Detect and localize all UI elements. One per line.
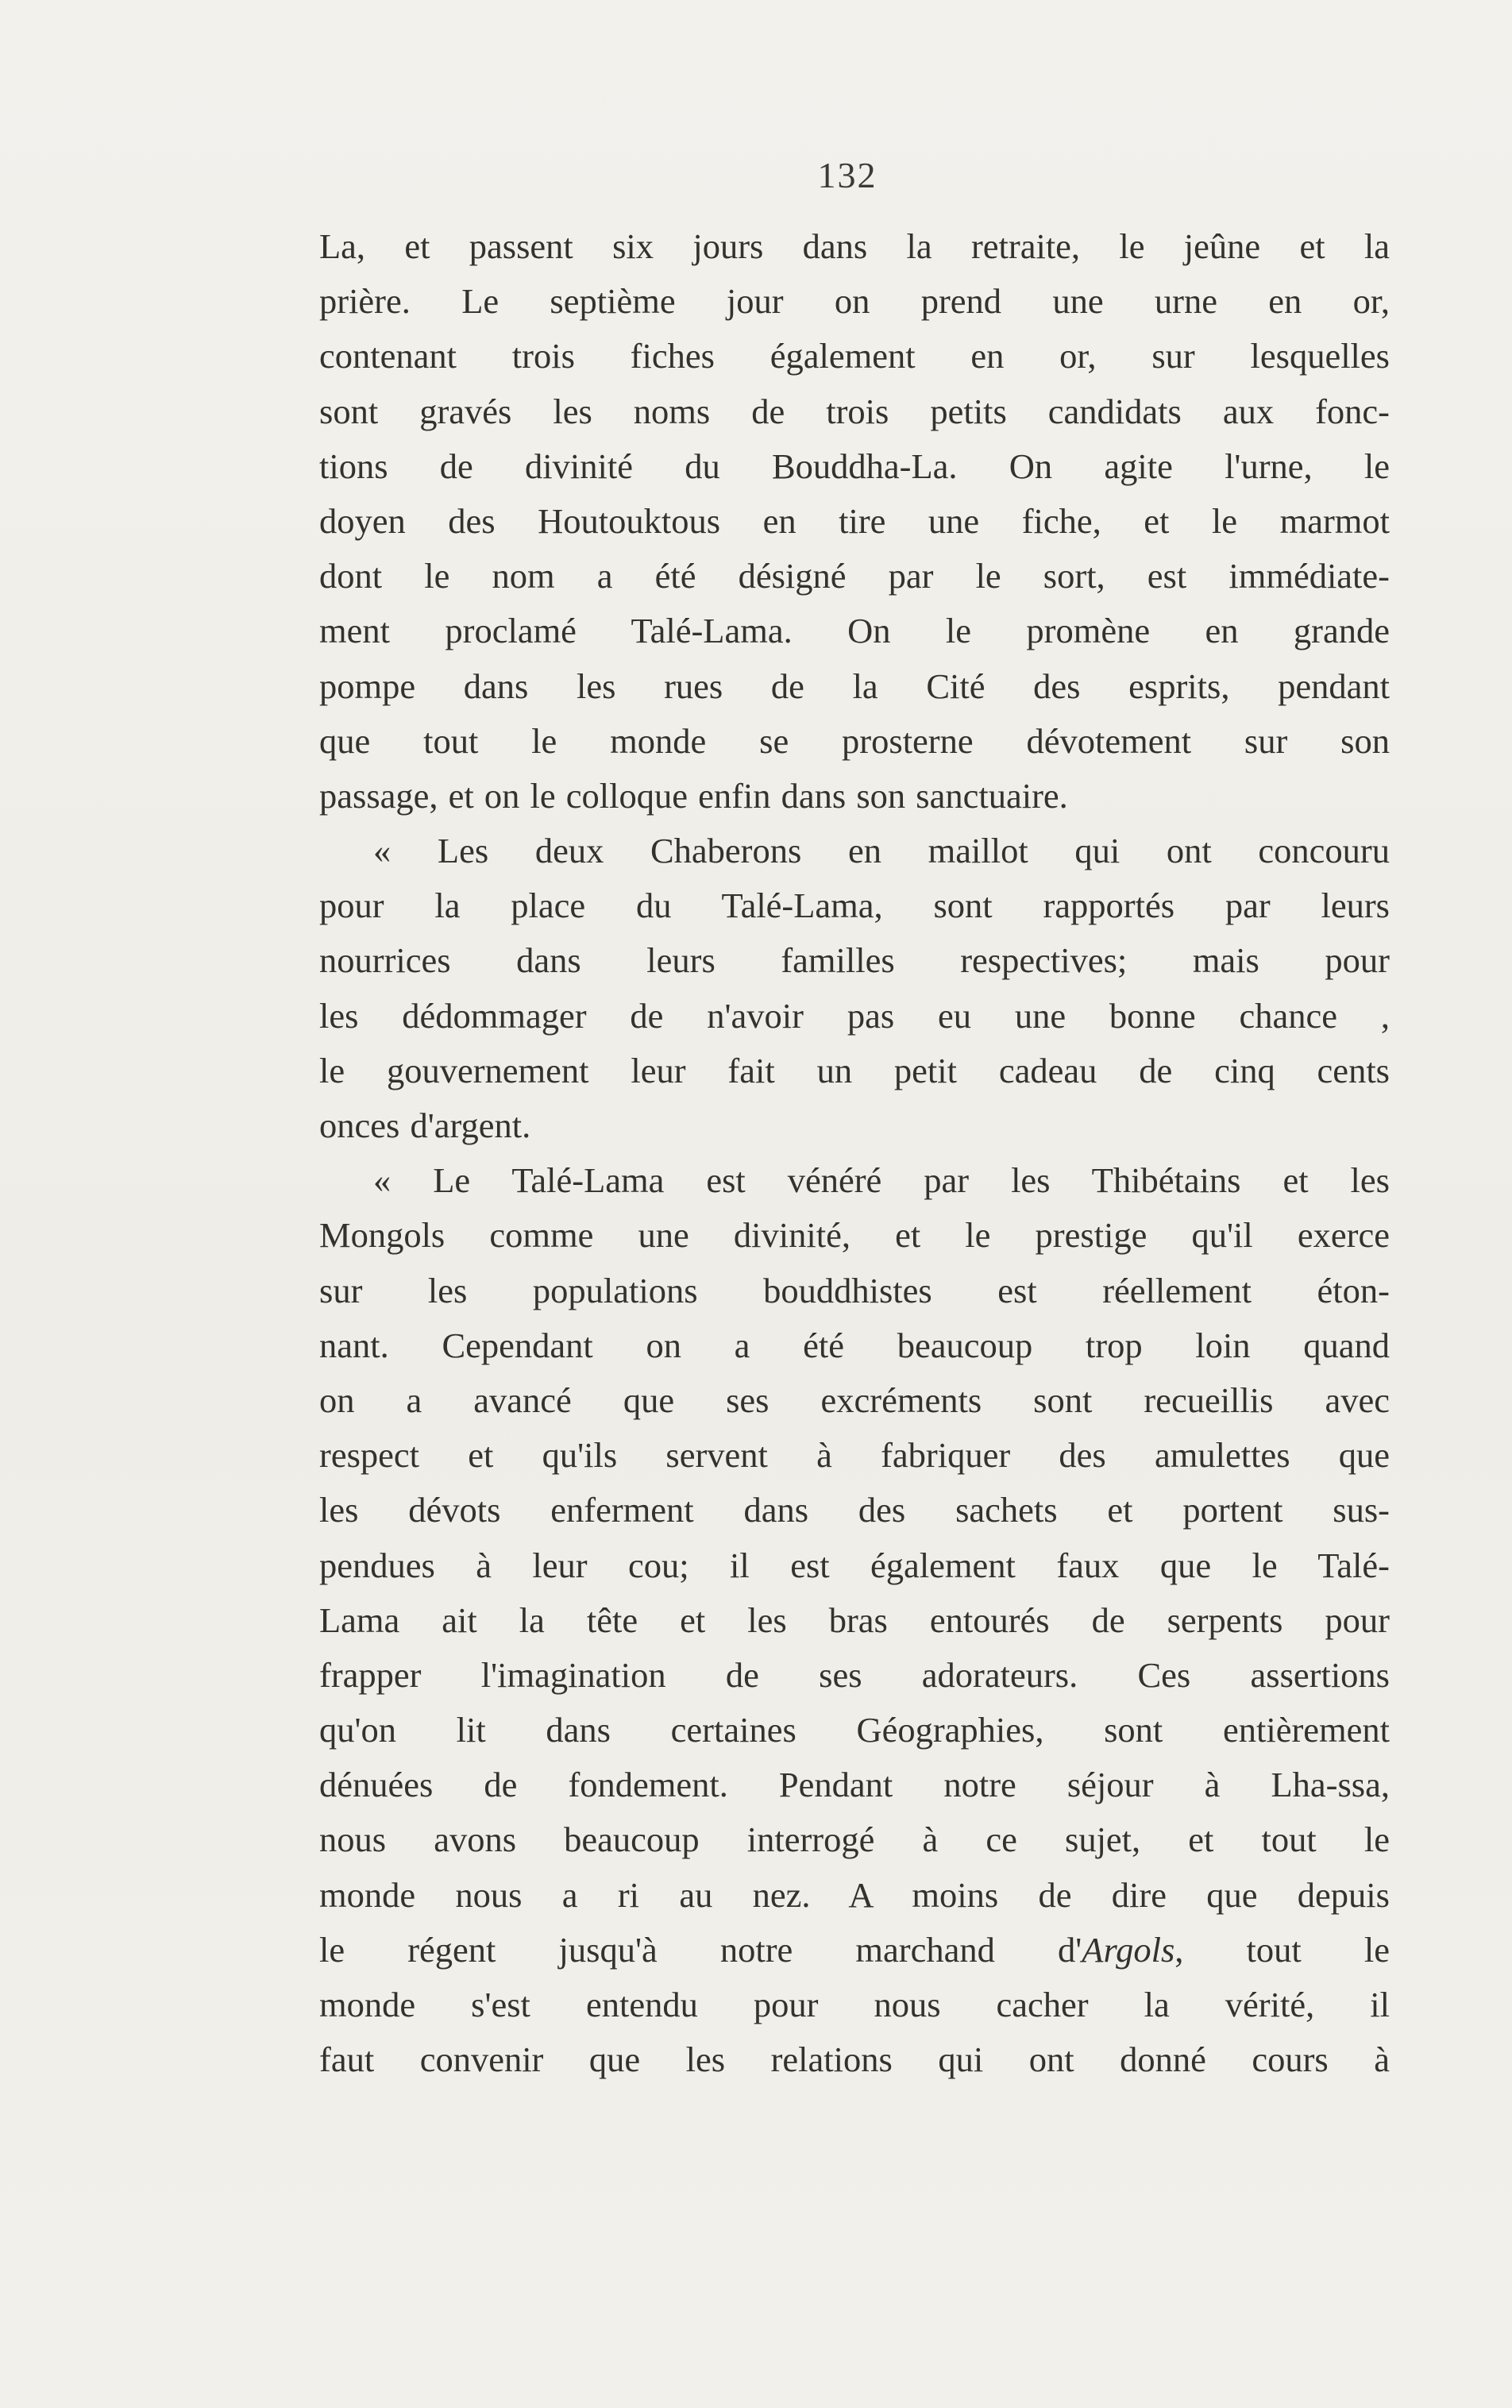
text-line: sur les populations bouddhistes est réellement éton- [319,1270,1390,1310]
text-line: le gouvernement leur fait un petit cadeau de cinq cents [319,1050,1390,1090]
text-line: les dévots enferment dans des sachets et portent sus- [319,1490,1390,1530]
text-line: ment proclamé Talé-Lama. On le promène en grande [319,611,1390,651]
text-line: le régent jusqu'à notre marchand d'Argols, tout le [319,1929,1390,1970]
text-line: qu'on lit dans certaines Géographies, sont entièrement [319,1710,1390,1750]
text-line: monde s'est entendu pour nous cacher la vérité, il [319,1985,1390,2024]
text-line: sont gravés les noms de trois petits candidats aux fonc- [319,391,1390,431]
text-line: pendues à leur cou; il est également faux que le Talé- [319,1545,1390,1585]
text-line: prière. Le septième jour on prend une urne en or, [319,281,1390,322]
text-line: on a avancé que ses excréments sont recueillis avec [319,1380,1390,1420]
body-text [319,219,1390,2087]
text-line: Mongols comme une divinité, et le prestige qu'il exerce [319,1215,1390,1256]
text-line: La, et passent six jours dans la retraite, le jeûne et la [319,226,1390,266]
text-line: doyen des Houtouktous en tire une fiche, et le marmot [319,500,1390,541]
text-line: pompe dans les rues de la Cité des esprits, pendant [319,666,1390,706]
text-line: nous avons beaucoup interrogé à ce sujet, et tout le [319,1820,1390,1860]
text-line: contenant trois fiches également en or, sur lesquelles [319,336,1390,376]
text-line: Lama ait la tête et les bras entourés de serpents pour [319,1600,1390,1640]
text-line: « Les deux Chaberons en maillot qui ont concouru [373,831,1390,871]
text-line: dénuées de fondement. Pendant notre séjour à Lha-ssa, [319,1765,1390,1805]
text-line: nant. Cependant on a été beaucoup trop loin quand [319,1325,1390,1365]
text-line: dont le nom a été désigné par le sort, est immédiate- [319,556,1390,596]
text-line: frapper l'imagination de ses adorateurs. Ces assertions [319,1654,1390,1695]
text-line: passage, et on le colloque enfin dans son sanctuaire. [319,775,1068,816]
text-line: pour la place du Talé-Lama, sont rapportés par leurs [319,886,1390,926]
text-line: nourrices dans leurs familles respectives; mais pour [319,940,1390,981]
text-line: tions de divinité du Bouddha-La. On agite l'urne, le [319,446,1390,486]
text-line: les dédommager de n'avoir pas eu une bonne chance , [319,995,1390,1036]
text-line: onces d'argent. [319,1106,531,1145]
page-number: 132 [817,155,878,195]
text-line: que tout le monde se prosterne dévotement sur son [319,720,1390,761]
text-line: faut convenir que les relations qui ont donné cours à [319,2039,1390,2080]
text-line: respect et qu'ils servent à fabriquer des amulettes que [319,1435,1390,1476]
text-line: « Le Talé-Lama est vénéré par les Thibétains et les [373,1160,1390,1201]
text-line: monde nous a ri au nez. A moins de dire que depuis [319,1874,1390,1915]
